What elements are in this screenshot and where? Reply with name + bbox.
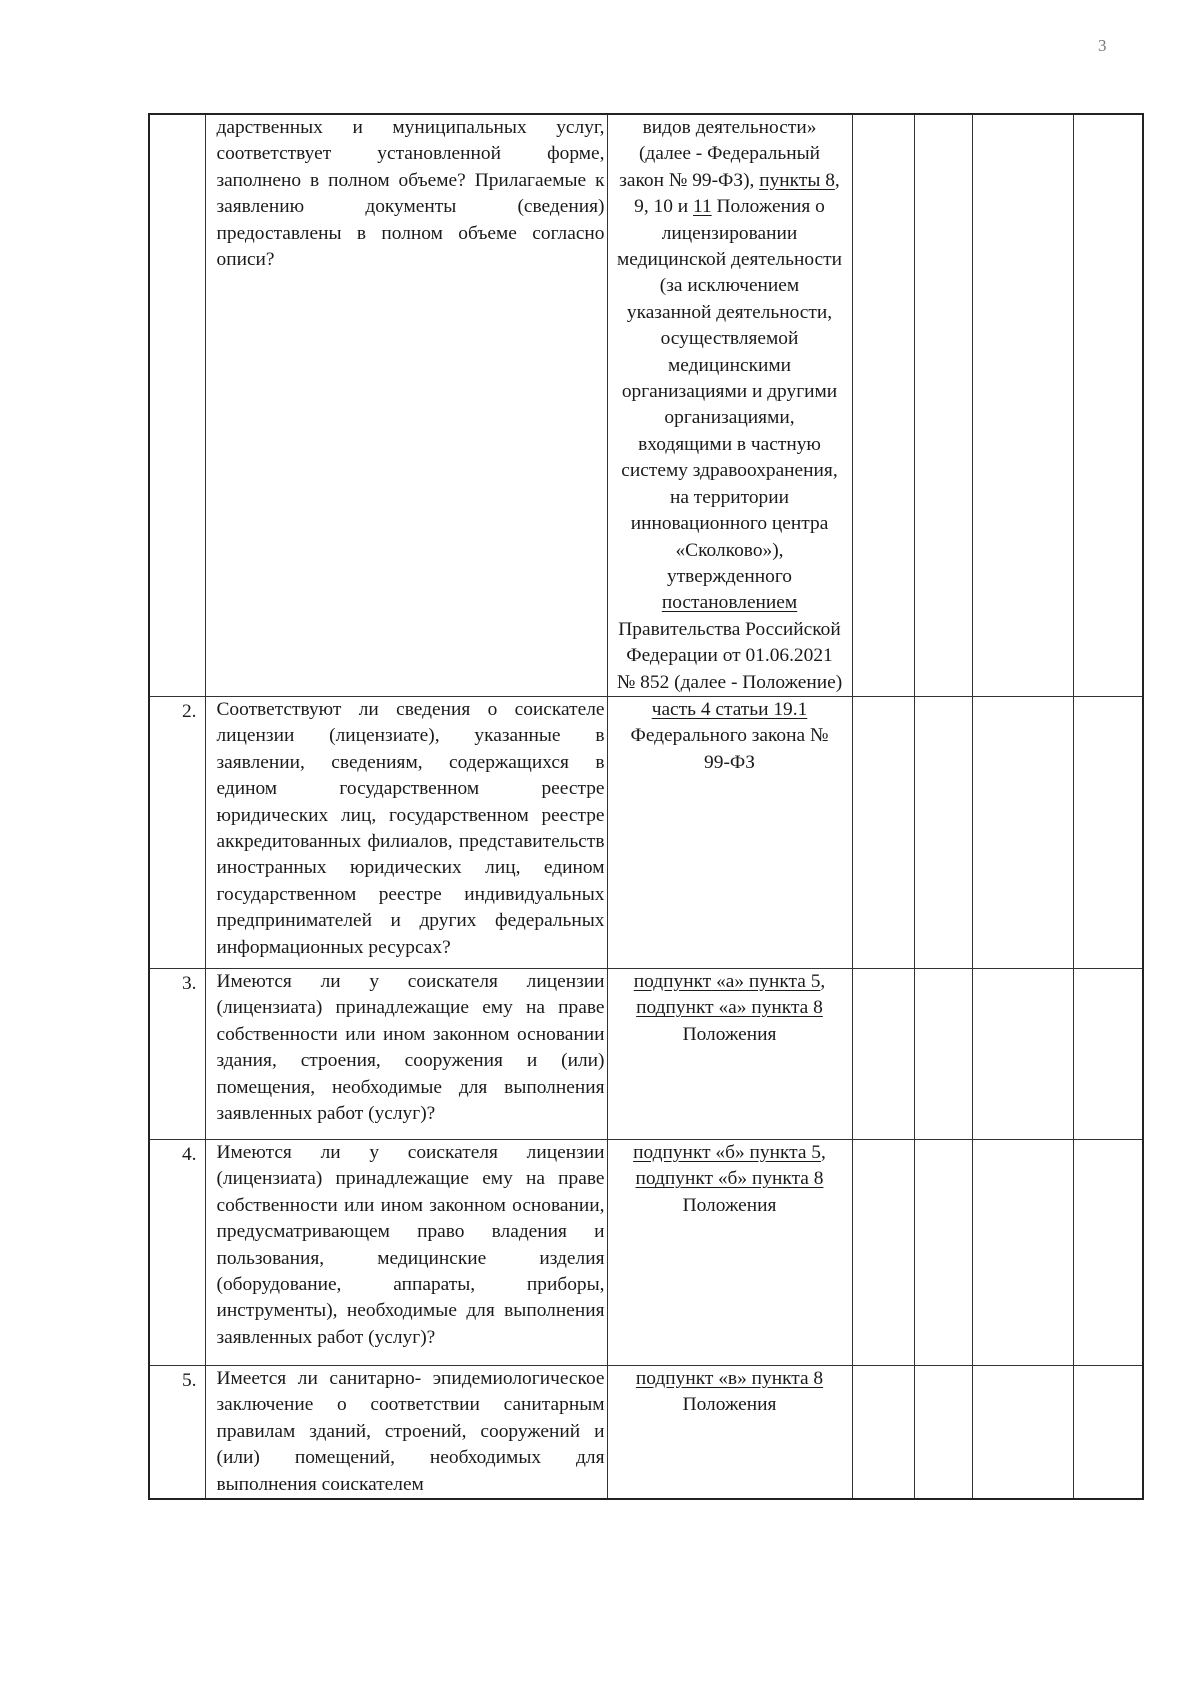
legal-reference-text xyxy=(616,969,844,1048)
mark-cell-na[interactable] xyxy=(972,968,1073,1139)
mark-cell-yes[interactable] xyxy=(852,968,914,1139)
legal-reference-segment: Положения о лицензировании медицинской деятельности (за исключением указанной деятельности, осуществляемой медицинскими организациями и другими организациями, входящими в частную систему здравоохранения, на территории инновационного центра «Сколково»), утвержденного xyxy=(617,196,842,587)
table-row xyxy=(149,1365,1143,1499)
legal-reference-link[interactable]: подпункт «б» пункта 8 xyxy=(635,1168,824,1190)
mark-cell-na[interactable] xyxy=(972,114,1073,696)
mark-cell-no[interactable] xyxy=(914,1139,972,1365)
mark-cell-no[interactable] xyxy=(914,1365,972,1499)
legal-reference-segment: , xyxy=(820,970,826,992)
row-number: 3. xyxy=(149,968,205,1139)
notes-cell[interactable] xyxy=(1073,1139,1143,1365)
legal-reference-segment: Положения xyxy=(682,1194,777,1216)
page-number: 3 xyxy=(1098,36,1107,55)
legal-reference-segment: Правительства Российской Федерации от 01.06.2021 № 852 (далее - Положение) xyxy=(616,618,843,693)
legal-reference-segment: Положения xyxy=(682,1394,777,1416)
legal-reference-cell xyxy=(607,1365,852,1499)
legal-reference-link[interactable]: часть 4 статьи 19.1 xyxy=(651,698,808,720)
legal-reference-segment: , 9, 10 и xyxy=(634,169,840,218)
row-number: 2. xyxy=(149,696,205,968)
mark-cell-no[interactable] xyxy=(914,696,972,968)
mark-cell-yes[interactable] xyxy=(852,114,914,696)
mark-cell-yes[interactable] xyxy=(852,696,914,968)
table-row xyxy=(149,968,1143,1139)
legal-reference-segment: , xyxy=(821,1141,826,1163)
legal-reference-link[interactable]: подпункт «в» пункта 8 xyxy=(635,1367,824,1389)
mark-cell-na[interactable] xyxy=(972,696,1073,968)
legal-reference-segment: Положения xyxy=(682,1023,777,1045)
mark-cell-na[interactable] xyxy=(972,1139,1073,1365)
checklist-table xyxy=(148,113,1144,1500)
table-row xyxy=(149,1139,1143,1365)
legal-reference-cell xyxy=(607,968,852,1139)
notes-cell[interactable] xyxy=(1073,1365,1143,1499)
question-text: Имеется ли санитарно- эпидемиологическое заключение о соответствии санитарным правилам зданий, строений, сооружений и (или) помещений, необходимых для выполнения соискателем xyxy=(216,1367,605,1495)
mark-cell-no[interactable] xyxy=(914,968,972,1139)
table-row xyxy=(149,114,1143,696)
row-number: 4. xyxy=(149,1139,205,1365)
legal-reference-link[interactable]: пункты 8 xyxy=(759,169,835,191)
legal-reference-link[interactable]: постановлением xyxy=(661,592,798,614)
mark-cell-no[interactable] xyxy=(914,114,972,696)
legal-reference-text xyxy=(616,115,844,696)
legal-reference-segment: видов деятельности» (далее - Федеральный закон № 99-ФЗ), xyxy=(619,117,821,191)
question-text: Имеются ли у соискателя лицензии (лицензиата) принадлежащие ему на праве собственности или ином законном основании здания, строения, сооружения и (или) помещения, необходимые для выполнения заявленных работ (услуг)? xyxy=(216,970,605,1124)
row-number: 5. xyxy=(149,1365,205,1499)
legal-reference-cell xyxy=(607,696,852,968)
notes-cell[interactable] xyxy=(1073,696,1143,968)
legal-reference-text xyxy=(616,697,844,776)
legal-reference-link[interactable]: 11 xyxy=(693,196,712,218)
question-text: Имеются ли у соискателя лицензии (лицензиата) принадлежащие ему на праве собственности или ином законном основании, предусматривающем право владения и пользования, медицинские изделия (оборудование, аппараты, приборы, инструменты), необходимые для выполнения заявленных работ (услуг)? xyxy=(216,1141,605,1348)
question-cell xyxy=(205,1365,607,1499)
notes-cell[interactable] xyxy=(1073,968,1143,1139)
question-cell xyxy=(205,968,607,1139)
question-cell xyxy=(205,696,607,968)
legal-reference-text xyxy=(616,1140,844,1219)
legal-reference-cell xyxy=(607,114,852,696)
question-cell xyxy=(205,114,607,696)
legal-reference-segment: Федерального закона № 99-ФЗ xyxy=(630,725,829,773)
question-text: дарственных и муниципальных услуг, соответствует установленной форме, заполнено в полном объеме? Прилагаемые к заявлению документы (сведения) предоставлены в полном объеме согласно описи? xyxy=(216,117,605,271)
table-row xyxy=(149,696,1143,968)
legal-reference-link[interactable]: подпункт «а» пункта 5 xyxy=(633,970,821,992)
legal-reference-link[interactable]: подпункт «б» пункта 5 xyxy=(633,1141,822,1163)
question-text: Соответствуют ли сведения о соискателе лицензии (лицензиате), указанные в заявлении, сведениям, содержащихся в едином государственном реестре юридических лиц, государственном реестре аккредитованных филиалов, представительств иностранных юридических лиц, едином государственном реестре индивидуальных предпринимателей и других федеральных информационных ресурсах? xyxy=(216,698,605,958)
mark-cell-na[interactable] xyxy=(972,1365,1073,1499)
notes-cell[interactable] xyxy=(1073,114,1143,696)
legal-reference-cell xyxy=(607,1139,852,1365)
mark-cell-yes[interactable] xyxy=(852,1365,914,1499)
legal-reference-text xyxy=(616,1366,844,1419)
legal-reference-link[interactable]: подпункт «а» пункта 8 xyxy=(636,997,823,1019)
row-number xyxy=(149,114,205,696)
question-cell xyxy=(205,1139,607,1365)
mark-cell-yes[interactable] xyxy=(852,1139,914,1365)
